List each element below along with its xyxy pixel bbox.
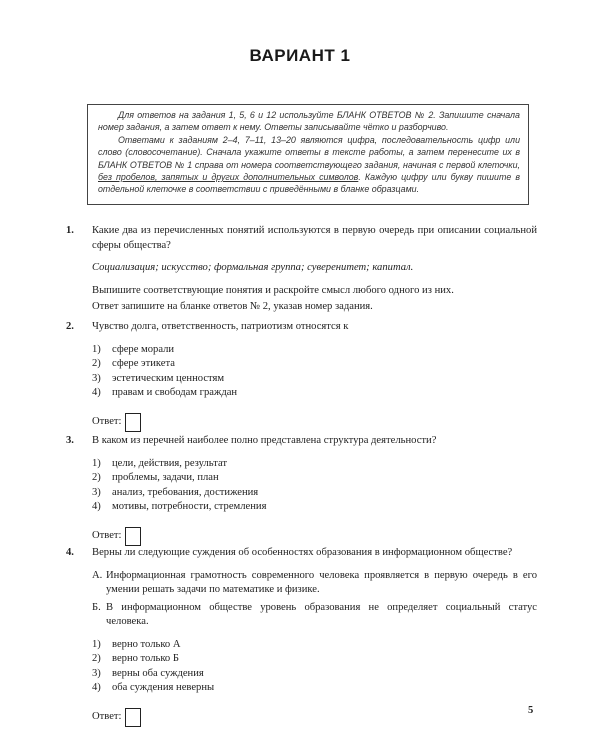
option: 1) верно только А bbox=[92, 638, 181, 650]
page-title: ВАРИАНТ 1 bbox=[249, 46, 351, 65]
task-text: Выпишите соответствующие понятия и раскройте смысл любого одного из них. bbox=[92, 284, 454, 296]
option: 2) проблемы, задачи, план bbox=[92, 472, 219, 483]
question-number: 2. bbox=[66, 321, 74, 332]
answer-box[interactable] bbox=[125, 708, 141, 727]
page-number: 5 bbox=[528, 705, 534, 716]
question-body bbox=[92, 434, 537, 546]
options-list bbox=[92, 638, 537, 696]
option: 3) верны оба суждения bbox=[92, 667, 204, 679]
instructions-underlined-text: без пробелов, запятых и других дополнительных символов bbox=[98, 172, 359, 183]
statement-b: Б. В информационном обществе уровень образования не определяет социальный статус человека. bbox=[92, 601, 537, 627]
answer-label: Ответ: bbox=[92, 529, 122, 541]
option: 2) верно только Б bbox=[92, 653, 179, 664]
answer-label: Ответ: bbox=[92, 710, 122, 722]
instructions-box bbox=[87, 104, 529, 205]
instructions-text-end: . Каждую цифру или букву пишите в отдельной клеточке в соответствии с приведёнными в бланке образцами. bbox=[98, 172, 520, 195]
instructions-text: Ответами к заданиям 2–4, 7–11, 13–20 являются цифра, последовательность цифр или слово (словосочетание). Сначала укажите ответы в тексте работы, а затем перенесите их в БЛАНК ОТВЕТОВ № 1 справа от номера соответствующего задания, начиная с первой клеточки, bbox=[98, 134, 520, 170]
question-body bbox=[92, 320, 537, 432]
question-number: 3. bbox=[66, 435, 74, 446]
option: 4) оба суждения неверны bbox=[92, 682, 215, 693]
question-body bbox=[92, 224, 537, 315]
concepts-list: Социализация; искусство; формальная группа; суверенитет; капитал. bbox=[92, 262, 414, 273]
question-text: Какие два из перечисленных понятий используются в первую очередь при описании социальной сферы общества? bbox=[92, 225, 537, 251]
question-text: В каком из перечней наиболее полно представлена структура деятельности? bbox=[92, 435, 437, 446]
answer-box[interactable] bbox=[125, 527, 141, 546]
instructions-paragraph-1: Для ответов на задания 1, 5, 6 и 12 используйте БЛАНК ОТВЕТОВ № 2. Запишите сначала номер задания, а затем ответ к нему. Ответы записывайте чётко и разборчиво. bbox=[98, 110, 520, 133]
option: 1) цели, действия, результат bbox=[92, 457, 228, 469]
instructions-paragraph-2 bbox=[98, 134, 520, 196]
option: 1) сфере морали bbox=[92, 343, 175, 355]
answer-row bbox=[92, 708, 537, 727]
option: 3) анализ, требования, достижения bbox=[92, 486, 259, 498]
answer-row bbox=[92, 527, 537, 546]
option: 4) правам и свободам граждан bbox=[92, 387, 238, 398]
question-body bbox=[92, 546, 537, 727]
question-number: 1. bbox=[66, 225, 74, 236]
answer-note: Ответ запишите на бланке ответов № 2, указав номер задания. bbox=[92, 301, 373, 312]
question-text: Верны ли следующие суждения об особенностях образования в информационном обществе? bbox=[92, 547, 513, 558]
statement-a: А. Информационная грамотность современного человека проявляется в первую очередь в его умении решать задачи по математике и физике. bbox=[92, 569, 537, 595]
answer-label: Ответ: bbox=[92, 415, 122, 427]
answer-box[interactable] bbox=[125, 413, 141, 432]
question-text: Чувство долга, ответственность, патриотизм относятся к bbox=[92, 321, 349, 332]
options-list bbox=[92, 343, 537, 401]
options-list bbox=[92, 457, 537, 515]
answer-row bbox=[92, 413, 537, 432]
option: 3) эстетическим ценностям bbox=[92, 372, 225, 384]
option: 4) мотивы, потребности, стремления bbox=[92, 501, 267, 512]
option: 2) сфере этикета bbox=[92, 358, 175, 369]
question-number: 4. bbox=[66, 547, 74, 558]
